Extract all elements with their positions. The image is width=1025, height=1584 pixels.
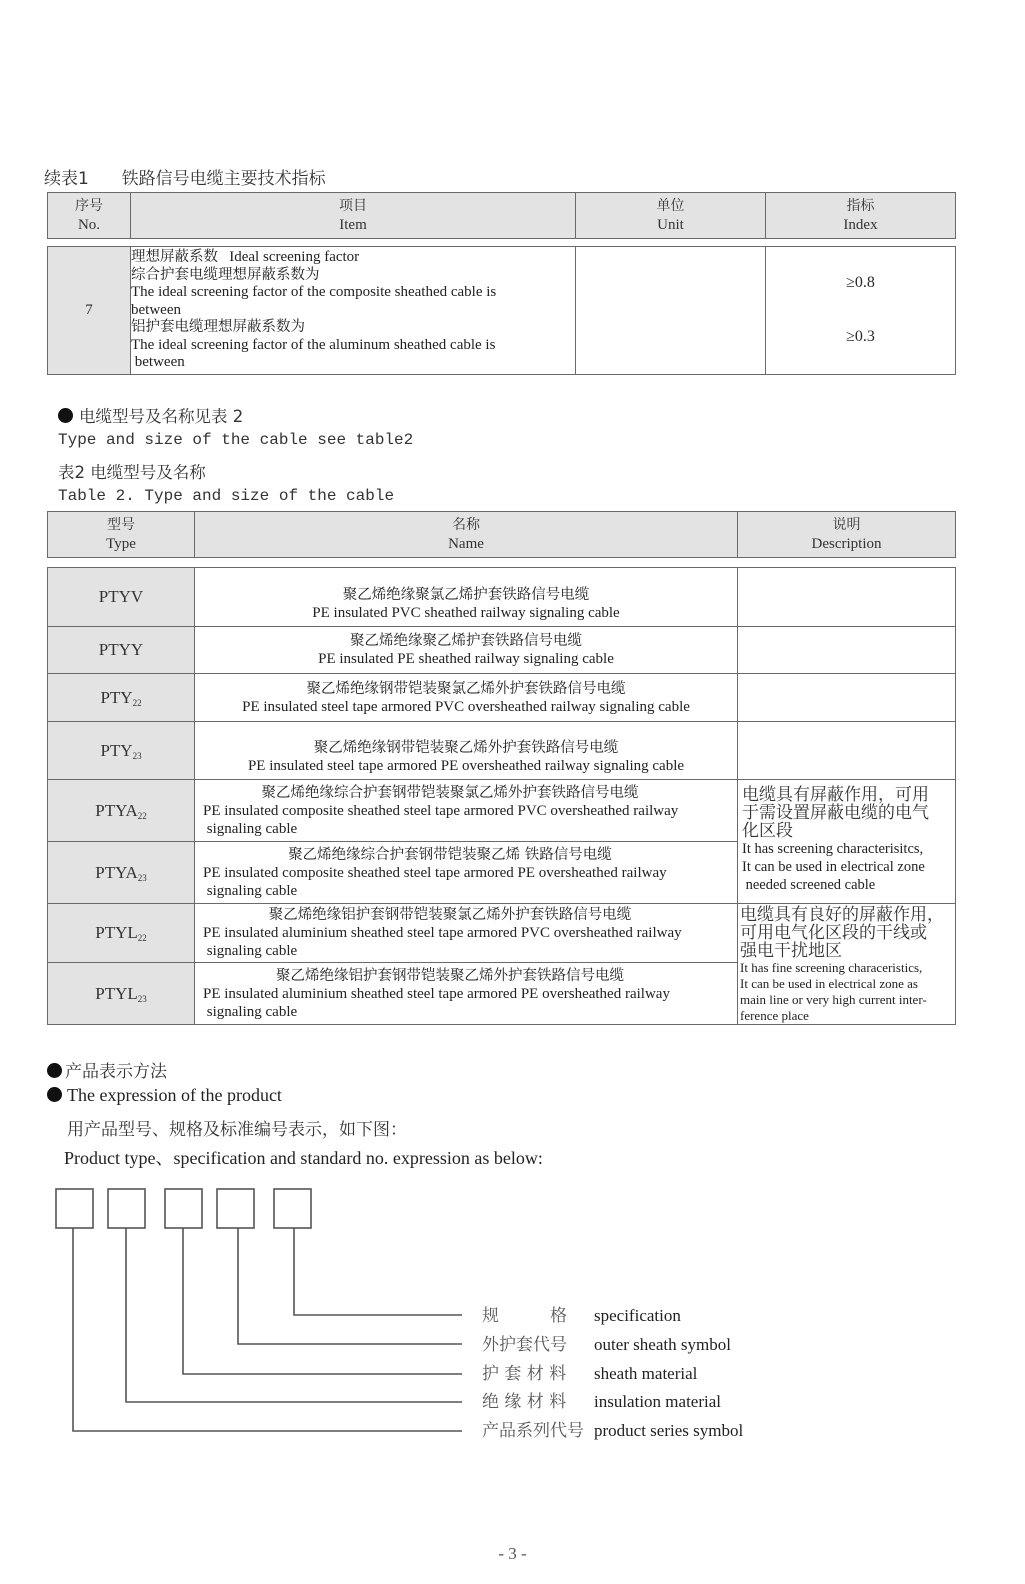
name-cell: 聚乙烯绝缘铝护套钢带铠装聚氯乙烯外护套铁路信号电缆 PE insulated aluminium sheathed steel tape armored PVC oversheathed railway signaling cable bbox=[195, 904, 738, 963]
name-cell: 聚乙烯绝缘聚氯乙烯护套铁路信号电缆 PE insulated PVC sheathed railway signaling cable bbox=[195, 568, 738, 627]
table1-header-index: 指标 Index bbox=[766, 193, 956, 239]
section2-line-en: Type and size of the cable see table2 bbox=[58, 431, 414, 449]
table2-header-description: 说明 Description bbox=[738, 512, 956, 558]
connector-outer-sheath bbox=[238, 1228, 462, 1344]
section3-line-zh: 用产品型号、规格及标准编号表示，如下图： bbox=[67, 1120, 407, 1140]
connector-sheath-material bbox=[183, 1228, 462, 1374]
table1-header-no: 序号 No. bbox=[48, 193, 131, 239]
connector-product-series bbox=[73, 1228, 462, 1431]
table2-caption-zh: 表2 电缆型号及名称 bbox=[58, 463, 206, 482]
type-cell: $PTYA_{22}$ bbox=[48, 780, 195, 842]
legend-specification: 规 格 specification bbox=[482, 1306, 681, 1326]
code-box-5 bbox=[274, 1189, 311, 1228]
section3-heading-zh: 产品表示方法 bbox=[47, 1057, 167, 1082]
code-box-4 bbox=[217, 1189, 254, 1228]
table1-row-item: 理想屏蔽系数 Ideal screening factor 综合护套电缆理想屏蔽系数为 The ideal screening factor of the composite sheathed cable is between 铝护套电缆理想屏蔽系数为 The ideal screening factor of the aluminum sheathed cable is between bbox=[131, 247, 576, 375]
legend-outer-sheath: 外护套代号 outer sheath symbol bbox=[482, 1335, 731, 1355]
name-cell: 聚乙烯绝缘钢带铠装聚氯乙烯外护套铁路信号电缆 PE insulated steel tape armored PVC oversheathed railway signaling cable bbox=[195, 674, 738, 722]
table2-header-type: 型号 Type bbox=[48, 512, 195, 558]
section3-heading-en: The expression of the product bbox=[47, 1085, 282, 1106]
type-cell: $PTYA_{23}$ bbox=[48, 842, 195, 904]
legend-insulation-material: 绝 缘 材 料 insulation material bbox=[482, 1392, 721, 1412]
name-cell: 聚乙烯绝缘综合护套钢带铠装聚乙烯 铁路信号电缆 PE insulated composite sheathed steel tape armored PE oversheathed railway signaling cable bbox=[195, 842, 738, 904]
page-number: - 3 - bbox=[498, 1544, 527, 1563]
type-cell: $PTYL_{23}$ bbox=[48, 963, 195, 1025]
table2-header-name: 名称 Name bbox=[195, 512, 738, 558]
legend-sheath-material: 护 套 材 料 sheath material bbox=[482, 1364, 698, 1384]
type-cell: PTYY bbox=[48, 627, 195, 674]
description-cell-fine-screened: 电缆具有良好的屏蔽作用， 可用电气化区段的干线或 强电干扰地区 It has fine screening characeristics, It can be used in electrical zone as main line or very high current inter- ference place bbox=[738, 904, 956, 1025]
table1-caption-title: 铁路信号电缆主要技术指标 bbox=[121, 169, 326, 189]
name-cell: 聚乙烯绝缘综合护套钢带铠装聚氯乙烯外护套铁路信号电缆 PE insulated composite sheathed steel tape armored PVC oversheathed railway signaling cable bbox=[195, 780, 738, 842]
section3-line-en: Product type、specification and standard no. expression as below: bbox=[64, 1148, 543, 1168]
type-cell: $PTYL_{22}$ bbox=[48, 904, 195, 963]
legend-product-series: 产品系列代号 product series symbol bbox=[482, 1421, 744, 1441]
table1-row-no: 7 bbox=[48, 247, 131, 375]
type-cell: $PTY_{22}$ bbox=[48, 674, 195, 722]
type-cell: PTYV bbox=[48, 568, 195, 627]
type-cell: $PTY_{23}$ bbox=[48, 722, 195, 780]
table1-caption-label: 续表1 bbox=[44, 169, 89, 189]
index-value-aluminum: ≥0.3 bbox=[846, 328, 875, 345]
name-cell: 聚乙烯绝缘铝护套钢带铠装聚乙烯外护套铁路信号电缆 PE insulated aluminium sheathed steel tape armored PE oversheathed railway signaling cable bbox=[195, 963, 738, 1025]
code-box-3 bbox=[165, 1189, 202, 1228]
index-value-composite: ≥0.8 bbox=[846, 274, 875, 291]
description-cell-screened: 电缆具有屏蔽作用，可用 于需设置屏蔽电缆的电气 化区段 It has screening characterisitcs, It can be used in electrical zone needed screened cable bbox=[738, 780, 956, 904]
table2-caption-en: Table 2. Type and size of the cable bbox=[58, 487, 395, 505]
code-box-1 bbox=[56, 1189, 93, 1228]
table1-header-unit: 单位 Unit bbox=[576, 193, 766, 239]
name-cell: 聚乙烯绝缘聚乙烯护套铁路信号电缆 PE insulated PE sheathed railway signaling cable bbox=[195, 627, 738, 674]
connector-specification bbox=[294, 1228, 462, 1315]
table1-header-item: 项目 Item bbox=[131, 193, 576, 239]
section2-heading: 电缆型号及名称见表 2 bbox=[58, 403, 243, 427]
name-cell: 聚乙烯绝缘钢带铠装聚乙烯外护套铁路信号电缆 PE insulated steel tape armored PE oversheathed railway signaling cable bbox=[195, 722, 738, 780]
code-box-2 bbox=[108, 1189, 145, 1228]
